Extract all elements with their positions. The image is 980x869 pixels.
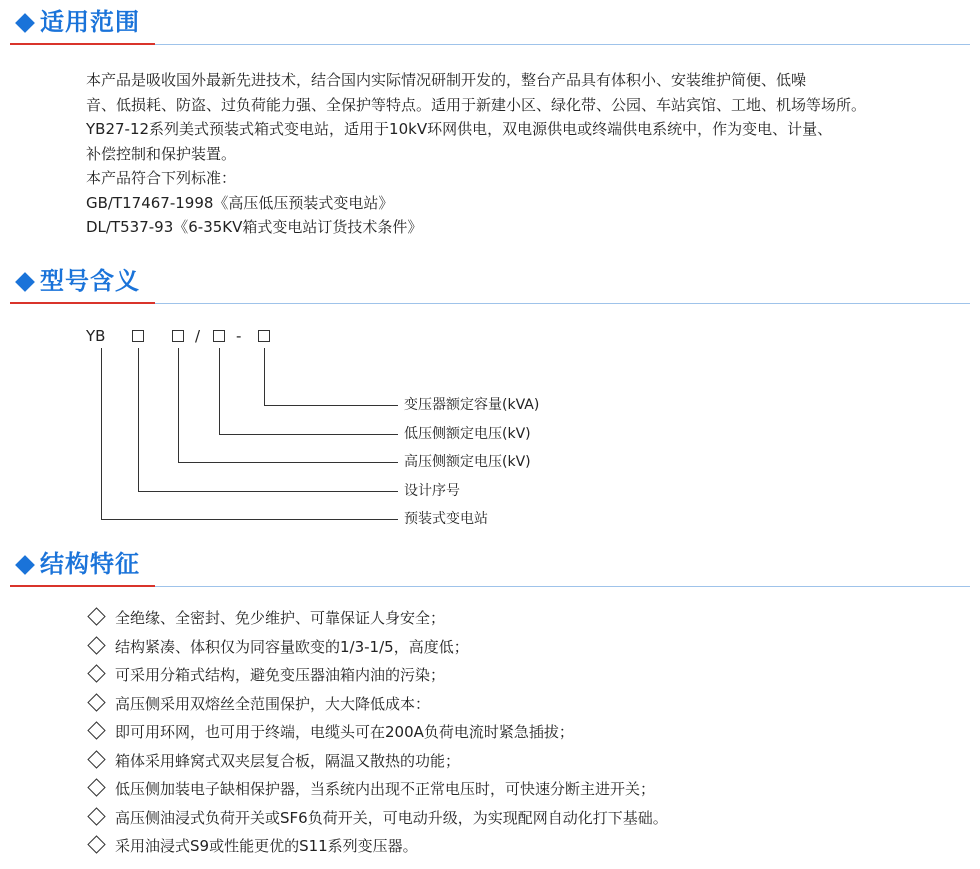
leader-line: [101, 519, 398, 520]
scope-line: GB/T17467-1998《高压低压预装式变电站》: [86, 193, 394, 212]
hollow-diamond-icon: [87, 636, 105, 654]
model-dash: -: [236, 327, 242, 345]
section-title-scope: 适用范围: [40, 8, 140, 36]
section-title-model: 型号含义: [40, 267, 140, 295]
placeholder-box-capacity: [258, 330, 270, 342]
scope-paragraph: [86, 68, 966, 240]
diamond-bullet-icon: [15, 13, 35, 33]
placeholder-box-design: [132, 330, 144, 342]
hollow-diamond-icon: [87, 721, 105, 739]
hollow-diamond-icon: [87, 835, 105, 853]
hollow-diamond-icon: [87, 607, 105, 625]
leader-line: [178, 462, 398, 463]
placeholder-box-lv: [213, 330, 225, 342]
section-rule: [155, 303, 970, 304]
scope-line: DL/T537-93《6-35KV箱式变电站订货技术条件》: [86, 218, 423, 236]
title-underline: [10, 585, 155, 587]
list-item: 高压侧采用双熔丝全范围保护，大大降低成本：: [86, 690, 668, 719]
list-item: 全绝缘、全密封、免少维护、可靠保证人身安全；: [86, 604, 668, 633]
section-title-structure: 结构特征: [40, 550, 140, 578]
list-item: 结构紧凑、体积仅为同容量欧变的1/3-1/5，高度低；: [86, 633, 668, 662]
list-item: 采用油浸式S9或性能更优的S11系列变压器。: [86, 832, 668, 861]
leader-line: [264, 405, 398, 406]
scope-line: 音、低损耗、防盗、过负荷能力强、全保护等特点。适用于新建小区、绿化带、公园、车站宾馆、工地、机场等场所。: [86, 95, 867, 114]
section-header-structure: [0, 546, 970, 586]
list-item: 即可用环网，也可用于终端，电缆头可在200A负荷电流时紧急插拔；: [86, 718, 668, 747]
leader-line: [219, 348, 220, 434]
model-slash: /: [195, 327, 201, 345]
hollow-diamond-icon: [87, 778, 105, 796]
list-item: 可采用分箱式结构，避免变压器油箱内油的污染；: [86, 661, 668, 690]
model-code-diagram: [0, 320, 980, 540]
hollow-diamond-icon: [87, 693, 105, 711]
section-rule: [155, 586, 970, 587]
scope-line: YB27-12系列美式预装式箱式变电站，适用于10kV环网供电，双电源供电或终端供电系统中，作为变电、计量、: [86, 120, 833, 138]
hollow-diamond-icon: [87, 807, 105, 825]
section-header-model: [0, 263, 970, 303]
label-hv-voltage: 高压侧额定电压(kV): [404, 454, 531, 470]
list-item: 低压侧加装电子缺相保护器，当系统内出现不正常电压时，可快速分断主进开关；: [86, 775, 668, 804]
label-substation: 预装式变电站: [404, 511, 488, 527]
section-rule: [155, 44, 970, 45]
label-lv-voltage: 低压侧额定电压(kV): [404, 426, 531, 442]
scope-line: 本产品是吸收国外最新先进技术，结合国内实际情况研制开发的，整台产品具有体积小、安装维护简便、低噪: [86, 71, 807, 89]
hollow-diamond-icon: [87, 750, 105, 768]
leader-line: [264, 348, 265, 405]
list-item: 高压侧油浸式负荷开关或SF6负荷开关，可电动升级，为实现配网自动化打下基础。: [86, 804, 668, 833]
placeholder-box-hv: [172, 330, 184, 342]
leader-line: [101, 348, 102, 519]
leader-line: [219, 434, 398, 435]
leader-line: [138, 491, 398, 492]
leader-line: [178, 348, 179, 462]
diamond-bullet-icon: [15, 555, 35, 575]
leader-line: [138, 348, 139, 491]
label-design-number: 设计序号: [404, 483, 460, 499]
scope-line: 补偿控制和保护装置。: [86, 144, 237, 163]
scope-line: 本产品符合下列标准：: [86, 169, 237, 187]
model-prefix: YB: [86, 327, 106, 345]
feature-list: [86, 604, 668, 861]
diamond-bullet-icon: [15, 272, 35, 292]
section-header-scope: [0, 4, 970, 44]
hollow-diamond-icon: [87, 664, 105, 682]
title-underline: [10, 43, 155, 45]
label-capacity: 变压器额定容量(kVA): [404, 397, 540, 413]
title-underline: [10, 302, 155, 304]
list-item: 箱体采用蜂窝式双夹层复合板，隔温又散热的功能；: [86, 747, 668, 776]
